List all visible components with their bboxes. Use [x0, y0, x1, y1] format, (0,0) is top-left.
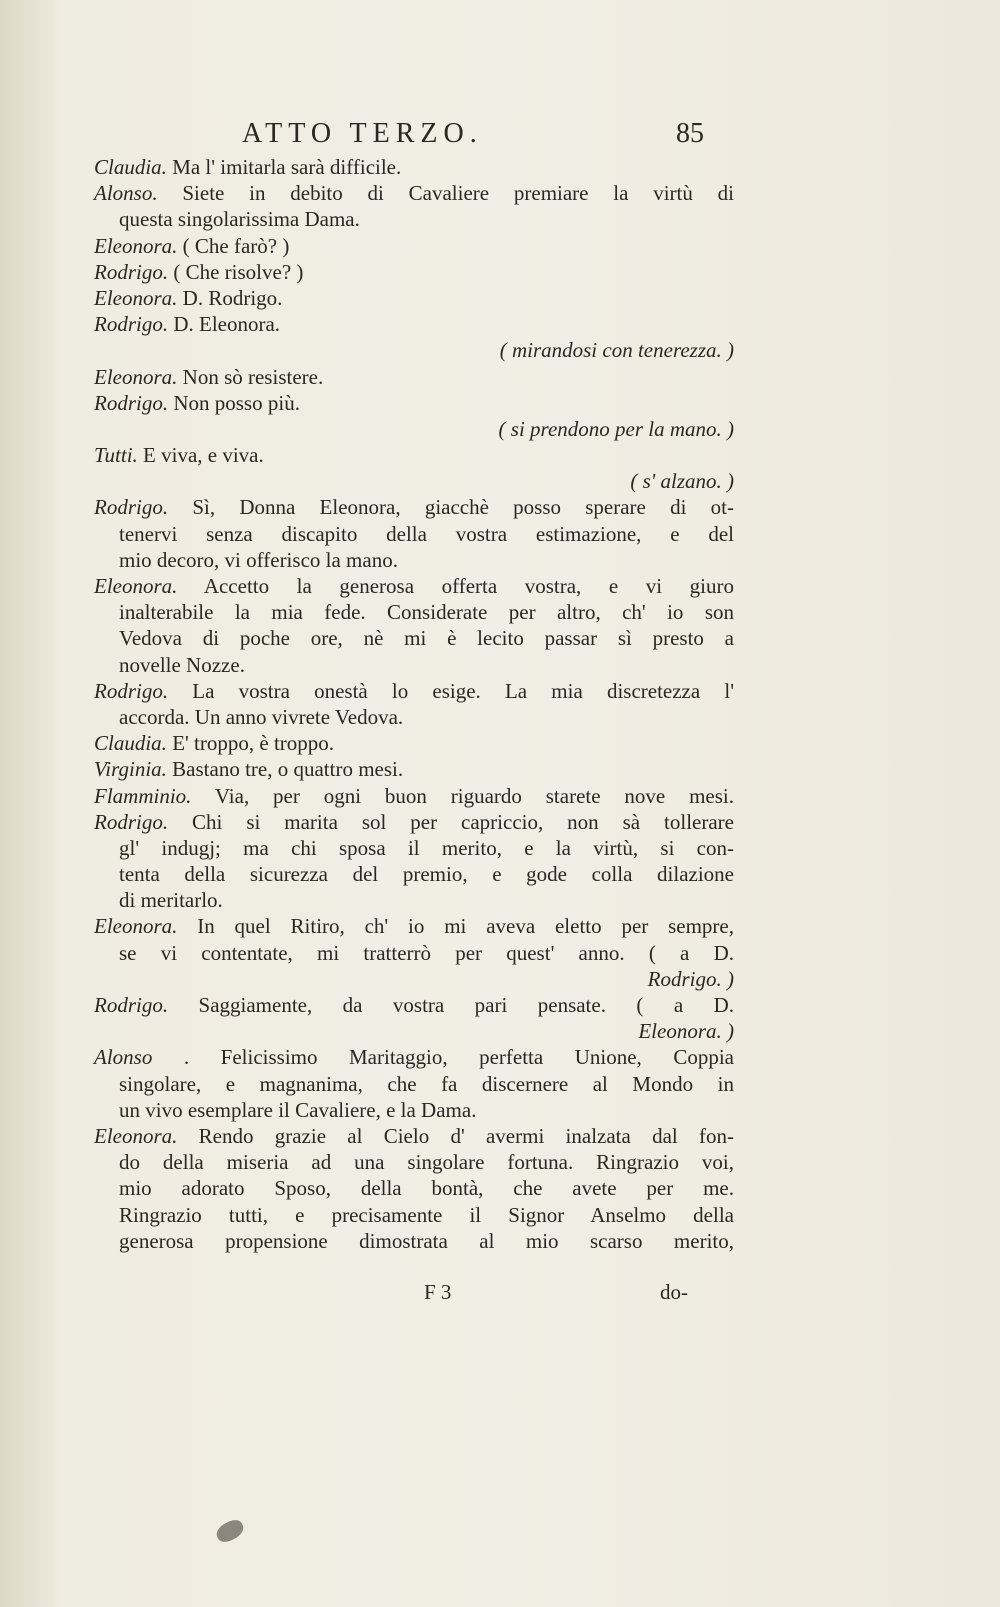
line-text: ( Che farò? ): [177, 233, 290, 258]
speaker-name: Rodrigo.: [94, 809, 169, 834]
page-footer: [0, 1280, 1000, 1310]
line-text: Non posso più.: [168, 390, 300, 415]
speaker-name: Rodrigo.: [94, 312, 169, 337]
speaker-name: Eleonora.: [94, 574, 178, 598]
stage-direction: Eleonora. ): [638, 1019, 734, 1044]
line-text: ( Che risolve? ): [168, 259, 304, 284]
text-line: [94, 756, 734, 782]
line-text: di meritarlo.: [119, 888, 223, 913]
text-line: [94, 887, 734, 913]
page-number: 85: [676, 118, 704, 149]
speaker-name: Rodrigo.: [94, 993, 169, 1017]
text-line: [94, 1097, 734, 1123]
text-line: [94, 468, 734, 494]
line-text: do della miseria ad una singolare fortuna. Ringrazio voi,: [119, 1150, 734, 1175]
text-line: [94, 913, 734, 939]
line-text: gl' indugj; ma chi sposa il merito, e la virtù, si con-: [119, 835, 734, 860]
text-line: [94, 1044, 734, 1070]
speaker-name: Eleonora.: [94, 364, 178, 389]
text-line: [94, 206, 734, 232]
speaker-name: Alonso.: [94, 181, 158, 206]
line-text: Bastano tre, o quattro mesi.: [166, 757, 404, 782]
signature-mark: F 3: [424, 1280, 452, 1304]
speaker-name: Alonso: [94, 1045, 153, 1070]
stage-direction: Rodrigo. ): [647, 966, 734, 991]
text-line: [94, 180, 734, 206]
page-gutter: [0, 0, 60, 1607]
text-line: [94, 940, 734, 966]
line-text: Ringrazio tutti, e precisamente il Signor Anselmo della: [119, 1202, 734, 1227]
text-line: [94, 311, 734, 337]
line-text: Ma l' imitarla sarà difficile.: [166, 155, 402, 179]
text-line: [94, 1071, 734, 1097]
speaker-name: Claudia.: [94, 731, 167, 756]
text-line: [94, 364, 734, 390]
speaker-name: Rodrigo.: [94, 259, 169, 284]
text-line: [94, 547, 734, 573]
line-text: novelle Nozze.: [119, 652, 245, 677]
text-line: [94, 285, 734, 311]
line-text: questa singolarissima Dama.: [119, 207, 360, 232]
text-line: [94, 730, 734, 756]
line-text: tenervi senza discapito della vostra estimazione, e del: [119, 521, 734, 546]
text-line: [94, 154, 734, 180]
text-line: [94, 599, 734, 625]
line-text: generosa propensione dimostrata al mio scarso merito,: [119, 1228, 734, 1253]
line-text: Saggiamente, da vostra pari pensate. ( a D.: [168, 993, 734, 1017]
speaker-name: Rodrigo.: [94, 390, 169, 415]
text-line: [94, 442, 734, 468]
text-line: [94, 835, 734, 861]
speaker-name: Eleonora.: [94, 914, 178, 939]
line-text: Rendo grazie al Cielo d' avermi inalzata dal fon-: [177, 1123, 734, 1148]
line-text: La vostra onestà lo esige. La mia discretezza l': [168, 678, 734, 703]
speaker-name: Rodrigo.: [94, 678, 169, 703]
line-text: D. Eleonora.: [168, 312, 281, 337]
line-text: Non sò resistere.: [177, 364, 324, 389]
text-line: [94, 233, 734, 259]
line-text: mio adorato Sposo, della bontà, che avete per me.: [119, 1176, 734, 1201]
text-line: [94, 652, 734, 678]
line-text: accorda. Un anno vivrete Vedova.: [119, 704, 404, 729]
line-text: E viva, e viva.: [137, 443, 264, 468]
text-line: [94, 259, 734, 285]
text-line: [94, 416, 734, 442]
speaker-name: Virginia.: [94, 757, 167, 782]
line-text: se vi contentate, mi tratterrò per quest' anno. ( a D.: [119, 940, 734, 965]
stage-direction: ( s' alzano. ): [630, 469, 734, 494]
text-line: [94, 809, 734, 835]
line-text: D. Rodrigo.: [177, 285, 283, 310]
ink-smudge: [214, 1517, 247, 1545]
text-line: [94, 1149, 734, 1175]
text-line: [94, 337, 734, 363]
text-line: [94, 573, 734, 599]
catchword: do-: [660, 1280, 688, 1304]
stage-direction: ( mirandosi con tenerezza. ): [499, 338, 734, 363]
text-line: [94, 625, 734, 651]
text-line: [94, 1202, 734, 1228]
line-text: Siete in debito di Cavaliere premiare la virtù di: [157, 181, 734, 206]
speaker-name: Eleonora.: [94, 233, 178, 258]
text-line: [94, 1018, 734, 1044]
line-text: Sì, Donna Eleonora, giacchè posso sperare di ot-: [168, 495, 734, 520]
line-text: Via, per ogni buon riguardo starete nove mesi.: [191, 783, 734, 808]
text-line: [94, 494, 734, 520]
text-line: [94, 966, 734, 992]
line-text: un vivo esemplare il Cavaliere, e la Dama.: [119, 1097, 477, 1122]
line-text: . Felicissimo Maritaggio, perfetta Unione, Coppia: [152, 1045, 734, 1070]
line-text: Vedova di poche ore, nè mi è lecito passar sì presto a: [119, 626, 734, 651]
line-text: singolare, e magnanima, che fa discernere al Mondo in: [119, 1071, 734, 1096]
text-line: [94, 521, 734, 547]
line-text: E' troppo, è troppo.: [166, 731, 335, 756]
line-text: inalterabile la mia fede. Considerate per altro, ch' io son: [119, 600, 734, 625]
speaker-name: Tutti.: [94, 443, 138, 468]
text-line: [94, 390, 734, 416]
line-text: Chi si marita sol per capriccio, non sà tollerare: [168, 809, 734, 834]
text-line: [94, 1175, 734, 1201]
running-head: ATTO TERZO.: [242, 118, 483, 149]
text-line: [94, 783, 734, 809]
text-line: [94, 704, 734, 730]
speaker-name: Claudia.: [94, 155, 167, 179]
line-text: mio decoro, vi offerisco la mano.: [119, 547, 398, 572]
speaker-name: Eleonora.: [94, 285, 178, 310]
speaker-name: Eleonora.: [94, 1123, 178, 1148]
text-line: [94, 1228, 734, 1254]
speaker-name: Rodrigo.: [94, 495, 169, 520]
speaker-name: Flamminio.: [94, 783, 192, 808]
page-header: [0, 118, 1000, 158]
text-line: [94, 992, 734, 1018]
line-text: Accetto la generosa offerta vostra, e vi giuro: [177, 574, 734, 598]
line-text: In quel Ritiro, ch' io mi aveva eletto per sempre,: [177, 914, 734, 939]
text-line: [94, 678, 734, 704]
line-text: tenta della sicurezza del premio, e gode colla dilazione: [119, 862, 734, 887]
stage-direction: ( si prendono per la mano. ): [498, 416, 734, 441]
text-line: [94, 1123, 734, 1149]
play-text: [94, 154, 734, 1254]
text-line: [94, 861, 734, 887]
